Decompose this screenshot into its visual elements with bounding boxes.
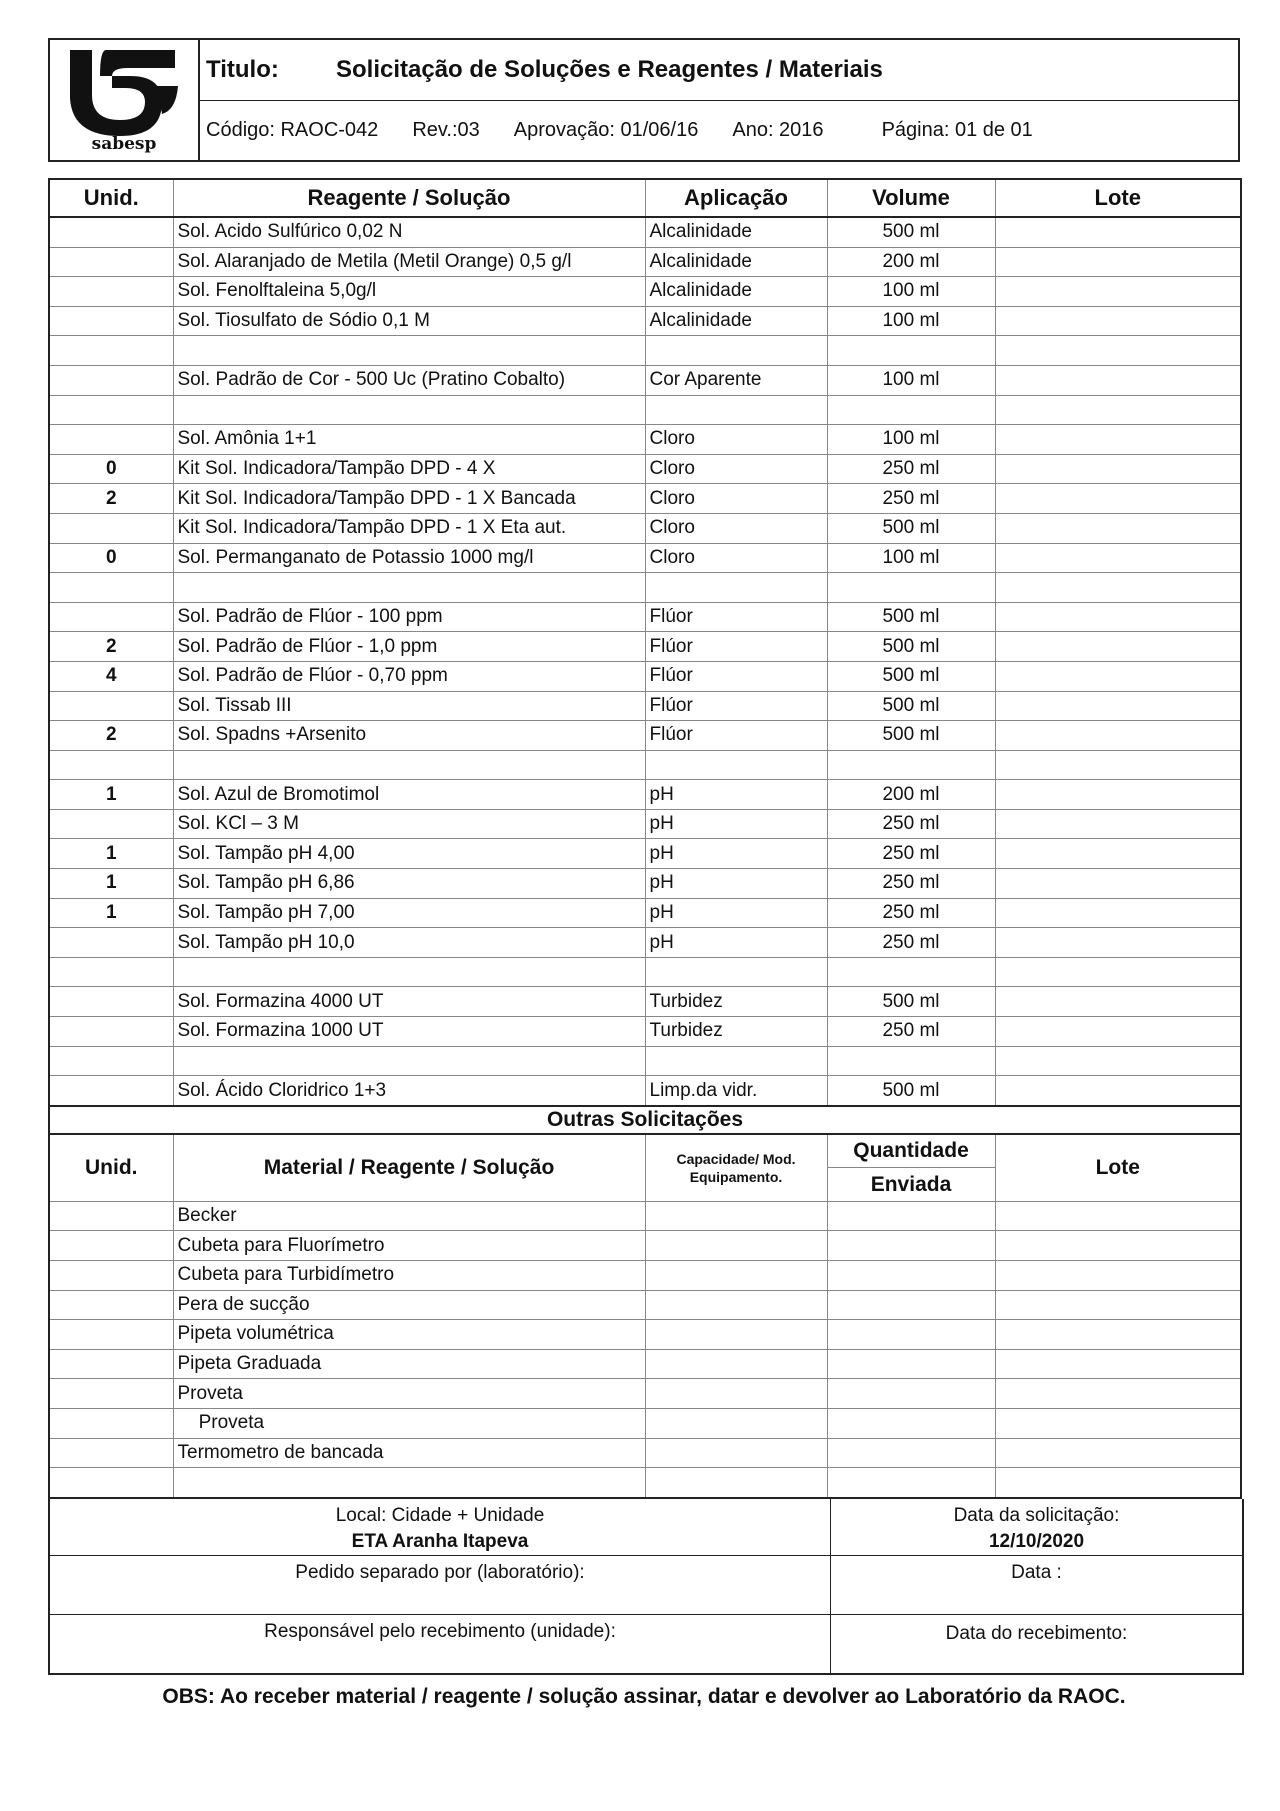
- unid-cell[interactable]: 4: [49, 661, 173, 691]
- lote-cell[interactable]: [995, 1231, 1241, 1261]
- table-row: [49, 1017, 1241, 1047]
- unid-cell[interactable]: [49, 1231, 173, 1261]
- aplicacao-cell: Cloro: [645, 425, 827, 455]
- lote-cell[interactable]: [995, 543, 1241, 573]
- reagente-cell: Kit Sol. Indicadora/Tampão DPD - 4 X: [173, 454, 645, 484]
- table-row: [49, 277, 1241, 307]
- table-row: [49, 217, 1241, 247]
- reagente-cell: Sol. Tampão pH 6,86: [173, 869, 645, 899]
- quantidade-cell[interactable]: [827, 1349, 995, 1379]
- volume-cell: [827, 750, 995, 780]
- reagente-cell: Sol. Formazina 4000 UT: [173, 987, 645, 1017]
- local-label: Local: Cidade + Unidade: [335, 1504, 545, 1526]
- outras-col-unid: Unid.: [49, 1134, 173, 1202]
- lote-cell[interactable]: [995, 247, 1241, 277]
- obs-note: OBS: Ao receber material / reagente / solução assinar, datar e devolver ao Laboratório da RAOC.: [162, 1684, 1126, 1708]
- unid-cell[interactable]: [49, 425, 173, 455]
- lote-cell[interactable]: [995, 928, 1241, 958]
- reagente-cell: Sol. Padrão de Cor - 500 Uc (Pratino Cobalto): [173, 365, 645, 395]
- aplicacao-cell: Alcalinidade: [645, 247, 827, 277]
- volume-cell: 250 ml: [827, 454, 995, 484]
- form-header: [48, 38, 1240, 162]
- aplicacao-cell: [645, 336, 827, 366]
- unid-cell[interactable]: [49, 987, 173, 1017]
- unid-cell[interactable]: 2: [49, 484, 173, 514]
- lote-cell[interactable]: [995, 306, 1241, 336]
- aplicacao-cell: [645, 1046, 827, 1076]
- lote-cell[interactable]: [995, 1438, 1241, 1468]
- table-row: [49, 247, 1241, 277]
- material-cell: Pera de sucção: [173, 1290, 645, 1320]
- table-row: [49, 898, 1241, 928]
- volume-cell: 500 ml: [827, 721, 995, 751]
- reagente-cell: Sol. Padrão de Flúor - 0,70 ppm: [173, 661, 645, 691]
- lote-cell[interactable]: [995, 957, 1241, 987]
- list-item: [49, 1290, 1241, 1320]
- reagents-body: [49, 217, 1241, 1106]
- quantidade-cell[interactable]: [827, 1408, 995, 1438]
- reagente-cell: Kit Sol. Indicadora/Tampão DPD - 1 X Bancada: [173, 484, 645, 514]
- capacidade-cell[interactable]: [645, 1379, 827, 1409]
- reagente-cell: Sol. Padrão de Flúor - 100 ppm: [173, 602, 645, 632]
- unid-cell[interactable]: [49, 1379, 173, 1409]
- volume-cell: 500 ml: [827, 602, 995, 632]
- list-item: [49, 1468, 1241, 1498]
- lote-cell[interactable]: [995, 1468, 1241, 1498]
- reagente-cell: [173, 1046, 645, 1076]
- data-field[interactable]: [831, 1556, 1242, 1614]
- unid-cell[interactable]: [49, 1290, 173, 1320]
- volume-cell: 100 ml: [827, 277, 995, 307]
- table-row: [49, 780, 1241, 810]
- volume-cell: 500 ml: [827, 661, 995, 691]
- lote-cell[interactable]: [995, 1076, 1241, 1106]
- data-solicitacao-label: Data da solicitação:: [953, 1504, 1120, 1526]
- lote-cell[interactable]: [995, 484, 1241, 514]
- reagents-header-row: [49, 179, 1241, 217]
- table-row: [49, 721, 1241, 751]
- data-recebimento-label: Data do recebimento:: [945, 1622, 1128, 1644]
- aplicacao-cell: Flúor: [645, 691, 827, 721]
- unid-cell[interactable]: [49, 365, 173, 395]
- responsavel-field[interactable]: [50, 1615, 831, 1673]
- unid-cell[interactable]: [49, 957, 173, 987]
- lote-cell[interactable]: [995, 987, 1241, 1017]
- lote-cell[interactable]: [995, 898, 1241, 928]
- reagente-cell: Sol. Ácido Cloridrico 1+3: [173, 1076, 645, 1106]
- capacidade-cell[interactable]: [645, 1349, 827, 1379]
- lote-cell[interactable]: [995, 425, 1241, 455]
- unid-cell[interactable]: [49, 277, 173, 307]
- outras-col-enviada: Enviada: [827, 1168, 995, 1202]
- aplicacao-cell: Limp.da vidr.: [645, 1076, 827, 1106]
- reagente-cell: Sol. Acido Sulfúrico 0,02 N: [173, 217, 645, 247]
- lote-cell[interactable]: [995, 217, 1241, 247]
- unid-cell[interactable]: [49, 1017, 173, 1047]
- list-item: [49, 1261, 1241, 1291]
- reagente-cell: [173, 395, 645, 425]
- form-page: [48, 38, 1240, 1709]
- capacidade-cell[interactable]: [645, 1438, 827, 1468]
- lote-cell[interactable]: [995, 1261, 1241, 1291]
- volume-cell: [827, 1046, 995, 1076]
- aplicacao-cell: Alcalinidade: [645, 306, 827, 336]
- reagente-cell: Kit Sol. Indicadora/Tampão DPD - 1 X Eta aut.: [173, 513, 645, 543]
- unid-cell[interactable]: 1: [49, 898, 173, 928]
- table-row: [49, 632, 1241, 662]
- table-row: [49, 395, 1241, 425]
- aplicacao-cell: Cloro: [645, 513, 827, 543]
- aplicacao-cell: Turbidez: [645, 1017, 827, 1047]
- aplicacao-cell: pH: [645, 928, 827, 958]
- unid-cell[interactable]: [49, 1408, 173, 1438]
- volume-cell: 200 ml: [827, 780, 995, 810]
- unid-cell[interactable]: [49, 1046, 173, 1076]
- quantidade-cell[interactable]: [827, 1379, 995, 1409]
- volume-cell: [827, 336, 995, 366]
- revisao: Rev.:03: [412, 119, 480, 141]
- lote-cell[interactable]: [995, 1320, 1241, 1350]
- aprovacao: Aprovação: 01/06/16: [513, 119, 699, 141]
- lote-cell[interactable]: [995, 513, 1241, 543]
- volume-cell: 100 ml: [827, 306, 995, 336]
- table-row: [49, 691, 1241, 721]
- volume-cell: 100 ml: [827, 365, 995, 395]
- reagente-cell: Sol. Tampão pH 7,00: [173, 898, 645, 928]
- volume-cell: 500 ml: [827, 513, 995, 543]
- unid-cell[interactable]: [49, 217, 173, 247]
- outras-body: [49, 1201, 1241, 1497]
- aplicacao-cell: [645, 957, 827, 987]
- form-footer: [48, 1499, 1244, 1675]
- aplicacao-cell: Turbidez: [645, 987, 827, 1017]
- lote-cell[interactable]: [995, 573, 1241, 603]
- unid-cell[interactable]: [49, 336, 173, 366]
- reagente-cell: Sol. Tiosulfato de Sódio 0,1 M: [173, 306, 645, 336]
- volume-cell: 250 ml: [827, 839, 995, 869]
- reagente-cell: Sol. Alaranjado de Metila (Metil Orange) 0,5 g/l: [173, 247, 645, 277]
- volume-cell: 500 ml: [827, 632, 995, 662]
- table-row: [49, 365, 1241, 395]
- ano: Ano: 2016: [732, 119, 824, 141]
- table-row: [49, 750, 1241, 780]
- lote-cell[interactable]: [995, 1379, 1241, 1409]
- table-row: [49, 306, 1241, 336]
- list-item: [49, 1379, 1241, 1409]
- reagents-table: [48, 178, 1242, 1499]
- material-cell: Cubeta para Fluorímetro: [173, 1231, 645, 1261]
- aplicacao-cell: Flúor: [645, 661, 827, 691]
- material-cell: Cubeta para Turbidímetro: [173, 1261, 645, 1291]
- reagente-cell: Sol. Tissab III: [173, 691, 645, 721]
- pedido-label: Pedido separado por (laboratório):: [295, 1561, 585, 1583]
- reagente-cell: Sol. Azul de Bromotimol: [173, 780, 645, 810]
- capacidade-cell[interactable]: [645, 1408, 827, 1438]
- unid-cell[interactable]: [49, 1201, 173, 1231]
- reagente-cell: [173, 573, 645, 603]
- table-row: [49, 928, 1241, 958]
- reagente-cell: Sol. Padrão de Flúor - 1,0 ppm: [173, 632, 645, 662]
- volume-cell: 500 ml: [827, 217, 995, 247]
- material-cell: Proveta: [173, 1408, 645, 1438]
- table-row: [49, 573, 1241, 603]
- col-unid: Unid.: [49, 179, 173, 217]
- table-row: [49, 543, 1241, 573]
- table-row: [49, 839, 1241, 869]
- aplicacao-cell: Cloro: [645, 454, 827, 484]
- volume-cell: 250 ml: [827, 484, 995, 514]
- table-row: [49, 336, 1241, 366]
- outras-header-row: [49, 1134, 1241, 1168]
- reagente-cell: Sol. Tampão pH 4,00: [173, 839, 645, 869]
- unid-cell[interactable]: [49, 513, 173, 543]
- table-row: [49, 809, 1241, 839]
- aplicacao-cell: Flúor: [645, 721, 827, 751]
- volume-cell: 250 ml: [827, 1017, 995, 1047]
- lote-cell[interactable]: [995, 1046, 1241, 1076]
- col-reagente: Reagente / Solução: [173, 179, 645, 217]
- aplicacao-cell: pH: [645, 869, 827, 899]
- sabesp-logo: [50, 40, 200, 160]
- capacidade-cell[interactable]: [645, 1468, 827, 1498]
- quantidade-cell[interactable]: [827, 1468, 995, 1498]
- unid-cell[interactable]: 0: [49, 454, 173, 484]
- aplicacao-cell: Cloro: [645, 543, 827, 573]
- data-label: Data :: [1011, 1561, 1062, 1583]
- volume-cell: 250 ml: [827, 928, 995, 958]
- aplicacao-cell: Cloro: [645, 484, 827, 514]
- reagente-cell: [173, 336, 645, 366]
- lote-cell[interactable]: [995, 691, 1241, 721]
- aplicacao-cell: pH: [645, 780, 827, 810]
- lote-cell[interactable]: [995, 1349, 1241, 1379]
- lote-cell[interactable]: [995, 1408, 1241, 1438]
- lote-cell[interactable]: [995, 750, 1241, 780]
- unid-cell[interactable]: [49, 1468, 173, 1498]
- codigo: Código: RAOC-042: [206, 119, 379, 141]
- col-lote: Lote: [995, 179, 1241, 217]
- unid-cell[interactable]: [49, 1261, 173, 1291]
- unid-cell[interactable]: [49, 602, 173, 632]
- quantidade-cell[interactable]: [827, 1320, 995, 1350]
- material-cell: Pipeta Graduada: [173, 1349, 645, 1379]
- unid-cell[interactable]: [49, 1349, 173, 1379]
- unid-cell[interactable]: [49, 691, 173, 721]
- volume-cell: 100 ml: [827, 543, 995, 573]
- unid-cell[interactable]: 1: [49, 869, 173, 899]
- volume-cell: 200 ml: [827, 247, 995, 277]
- volume-cell: 250 ml: [827, 869, 995, 899]
- reagente-cell: Sol. Formazina 1000 UT: [173, 1017, 645, 1047]
- unid-cell[interactable]: [49, 306, 173, 336]
- outras-title: Outras Solicitações: [49, 1106, 1241, 1134]
- capacidade-cell[interactable]: [645, 1231, 827, 1261]
- lote-cell[interactable]: [995, 454, 1241, 484]
- material-cell: Proveta: [173, 1379, 645, 1409]
- quantidade-cell[interactable]: [827, 1438, 995, 1468]
- material-cell: Pipeta volumétrica: [173, 1320, 645, 1350]
- table-row: [49, 1076, 1241, 1106]
- capacidade-cell[interactable]: [645, 1201, 827, 1231]
- unid-cell[interactable]: [49, 1438, 173, 1468]
- aplicacao-cell: Flúor: [645, 632, 827, 662]
- lote-cell[interactable]: [995, 632, 1241, 662]
- material-cell: [173, 1468, 645, 1498]
- reagente-cell: Sol. Tampão pH 10,0: [173, 928, 645, 958]
- unid-cell[interactable]: [49, 809, 173, 839]
- pedido-field[interactable]: [50, 1556, 831, 1614]
- aplicacao-cell: [645, 395, 827, 425]
- outras-col-capacidade: Capacidade/ Mod. Equipamento.: [645, 1134, 827, 1202]
- unid-cell[interactable]: [49, 1320, 173, 1350]
- lote-cell[interactable]: [995, 869, 1241, 899]
- table-row: [49, 1046, 1241, 1076]
- lote-cell[interactable]: [995, 1017, 1241, 1047]
- lote-cell[interactable]: [995, 1201, 1241, 1231]
- volume-cell: [827, 573, 995, 603]
- reagente-cell: Sol. Fenolftaleina 5,0g/l: [173, 277, 645, 307]
- title-label: Titulo:: [206, 56, 279, 83]
- lote-cell[interactable]: [995, 661, 1241, 691]
- data-solicitacao-value[interactable]: 12/10/2020: [988, 1530, 1085, 1552]
- aplicacao-cell: pH: [645, 839, 827, 869]
- material-cell: Becker: [173, 1201, 645, 1231]
- unid-cell[interactable]: [49, 247, 173, 277]
- table-row: [49, 602, 1241, 632]
- quantidade-cell[interactable]: [827, 1261, 995, 1291]
- unid-cell[interactable]: [49, 750, 173, 780]
- volume-cell: [827, 957, 995, 987]
- volume-cell: 250 ml: [827, 898, 995, 928]
- list-item: [49, 1349, 1241, 1379]
- volume-cell: 500 ml: [827, 691, 995, 721]
- table-row: [49, 957, 1241, 987]
- capacidade-cell[interactable]: [645, 1261, 827, 1291]
- outras-col-material: Material / Reagente / Solução: [173, 1134, 645, 1202]
- unid-cell[interactable]: [49, 928, 173, 958]
- unid-cell[interactable]: 2: [49, 632, 173, 662]
- unid-cell[interactable]: [49, 1076, 173, 1106]
- unid-cell[interactable]: 2: [49, 721, 173, 751]
- responsavel-label: Responsável pelo recebimento (unidade):: [264, 1620, 616, 1642]
- quantidade-cell[interactable]: [827, 1231, 995, 1261]
- reagente-cell: Sol. KCl – 3 M: [173, 809, 645, 839]
- capacidade-cell[interactable]: [645, 1290, 827, 1320]
- table-row: [49, 513, 1241, 543]
- lote-cell[interactable]: [995, 365, 1241, 395]
- table-row: [49, 869, 1241, 899]
- table-row: [49, 661, 1241, 691]
- lote-cell[interactable]: [995, 395, 1241, 425]
- volume-cell: 500 ml: [827, 987, 995, 1017]
- unid-cell[interactable]: 1: [49, 780, 173, 810]
- lote-cell[interactable]: [995, 1290, 1241, 1320]
- unid-cell[interactable]: [49, 573, 173, 603]
- outras-col-quantidade: Quantidade: [827, 1134, 995, 1168]
- form-title: Solicitação de Soluções e Reagentes / Materiais: [336, 56, 883, 83]
- capacidade-cell[interactable]: [645, 1320, 827, 1350]
- reagente-cell: Sol. Amônia 1+1: [173, 425, 645, 455]
- reagente-cell: [173, 957, 645, 987]
- list-item: [49, 1201, 1241, 1231]
- list-item: [49, 1231, 1241, 1261]
- list-item: [49, 1438, 1241, 1468]
- quantidade-cell[interactable]: [827, 1201, 995, 1231]
- aplicacao-cell: pH: [645, 809, 827, 839]
- local-value[interactable]: ETA Aranha Itapeva: [351, 1530, 529, 1552]
- aplicacao-cell: [645, 573, 827, 603]
- lote-cell[interactable]: [995, 277, 1241, 307]
- lote-cell[interactable]: [995, 780, 1241, 810]
- aplicacao-cell: Flúor: [645, 602, 827, 632]
- table-row: [49, 454, 1241, 484]
- data-recebimento-field[interactable]: [831, 1615, 1242, 1673]
- aplicacao-cell: [645, 750, 827, 780]
- aplicacao-cell: Alcalinidade: [645, 277, 827, 307]
- aplicacao-cell: pH: [645, 898, 827, 928]
- outras-col-lote: Lote: [995, 1134, 1241, 1202]
- volume-cell: [827, 395, 995, 425]
- unid-cell[interactable]: 0: [49, 543, 173, 573]
- table-row: [49, 425, 1241, 455]
- list-item: [49, 1320, 1241, 1350]
- lote-cell[interactable]: [995, 839, 1241, 869]
- lote-cell[interactable]: [995, 721, 1241, 751]
- logo-text: sabesp: [91, 134, 157, 154]
- volume-cell: 250 ml: [827, 809, 995, 839]
- unid-cell[interactable]: [49, 395, 173, 425]
- volume-cell: 100 ml: [827, 425, 995, 455]
- table-row: [49, 484, 1241, 514]
- lote-cell[interactable]: [995, 336, 1241, 366]
- volume-cell: 500 ml: [827, 1076, 995, 1106]
- aplicacao-cell: Cor Aparente: [645, 365, 827, 395]
- reagente-cell: Sol. Permanganato de Potassio 1000 mg/l: [173, 543, 645, 573]
- lote-cell[interactable]: [995, 809, 1241, 839]
- col-volume: Volume: [827, 179, 995, 217]
- table-row: [49, 987, 1241, 1017]
- col-aplicacao: Aplicação: [645, 179, 827, 217]
- reagente-cell: Sol. Spadns +Arsenito: [173, 721, 645, 751]
- aplicacao-cell: Alcalinidade: [645, 217, 827, 247]
- quantidade-cell[interactable]: [827, 1290, 995, 1320]
- material-cell: Termometro de bancada: [173, 1438, 645, 1468]
- pagina: Página: 01 de 01: [881, 119, 1033, 141]
- list-item: [49, 1408, 1241, 1438]
- lote-cell[interactable]: [995, 602, 1241, 632]
- reagente-cell: [173, 750, 645, 780]
- unid-cell[interactable]: 1: [49, 839, 173, 869]
